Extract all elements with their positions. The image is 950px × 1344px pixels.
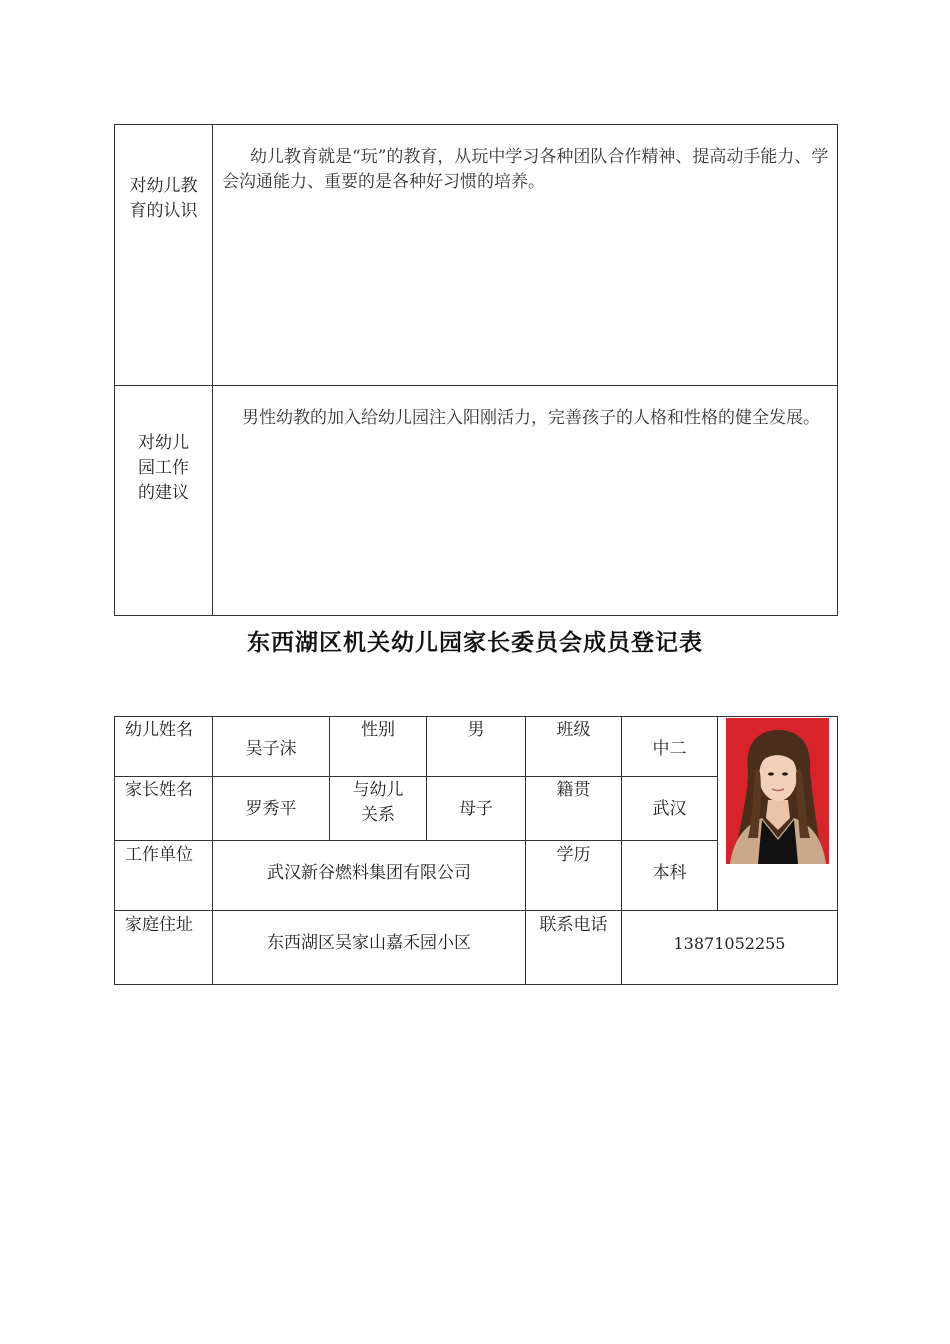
parent-name-value: 罗秀平 — [245, 799, 297, 819]
education-view-text: 幼儿教育就是“玩”的教育，从玩中学习各种团队合作精神、提高动手能力、学会沟通能力、重要的是各种好习惯的培养。 — [222, 147, 829, 192]
native-place-label: 籍贯 — [556, 780, 591, 800]
kindergarten-suggestion-text: 男性幼教的加入给幼儿园注入阳刚活力，完善孩子的人格和性格的健全发展。 — [242, 408, 820, 428]
relation-label — [330, 778, 426, 828]
gender-label: 性别 — [361, 720, 395, 740]
kindergarten-suggestion-label-line-2: 园工作 — [138, 458, 189, 478]
phone-label: 联系电话 — [539, 915, 608, 935]
relation-label-line-2: 关系 — [361, 805, 395, 825]
kindergarten-suggestion-label — [115, 431, 212, 506]
education-label: 学历 — [556, 845, 591, 865]
education-view-label-line-2: 育的认识 — [129, 201, 198, 221]
phone-value: 13871052255 — [673, 934, 786, 953]
relation-label-line-1: 与幼儿 — [352, 780, 404, 800]
parent-name-label: 家长姓名 — [125, 780, 193, 800]
kindergarten-suggestion-label-line-3: 的建议 — [138, 483, 189, 503]
class-value: 中二 — [652, 739, 687, 759]
child-name-label: 幼儿姓名 — [125, 720, 193, 740]
gender-value: 男 — [467, 720, 485, 740]
relation-value: 母子 — [459, 799, 493, 819]
child-name-value: 吴子沫 — [245, 739, 297, 759]
address-label: 家庭住址 — [125, 915, 193, 935]
education-view-label — [115, 174, 212, 224]
kindergarten-suggestion-label-line-1: 对幼儿 — [138, 433, 189, 453]
class-label: 班级 — [556, 720, 591, 740]
education-value: 本科 — [652, 863, 687, 883]
workplace-label: 工作单位 — [125, 845, 193, 865]
parent-photo — [726, 718, 829, 864]
workplace-value: 武汉新谷燃料集团有限公司 — [267, 863, 471, 883]
education-view-label-line-1: 对幼儿教 — [129, 176, 198, 196]
page-title: 东西湖区机关幼儿园家长委员会成员登记表 — [247, 630, 703, 656]
native-place-value: 武汉 — [652, 799, 687, 819]
address-value: 东西湖区吴家山嘉禾园小区 — [267, 933, 471, 953]
portrait-image — [726, 718, 829, 864]
